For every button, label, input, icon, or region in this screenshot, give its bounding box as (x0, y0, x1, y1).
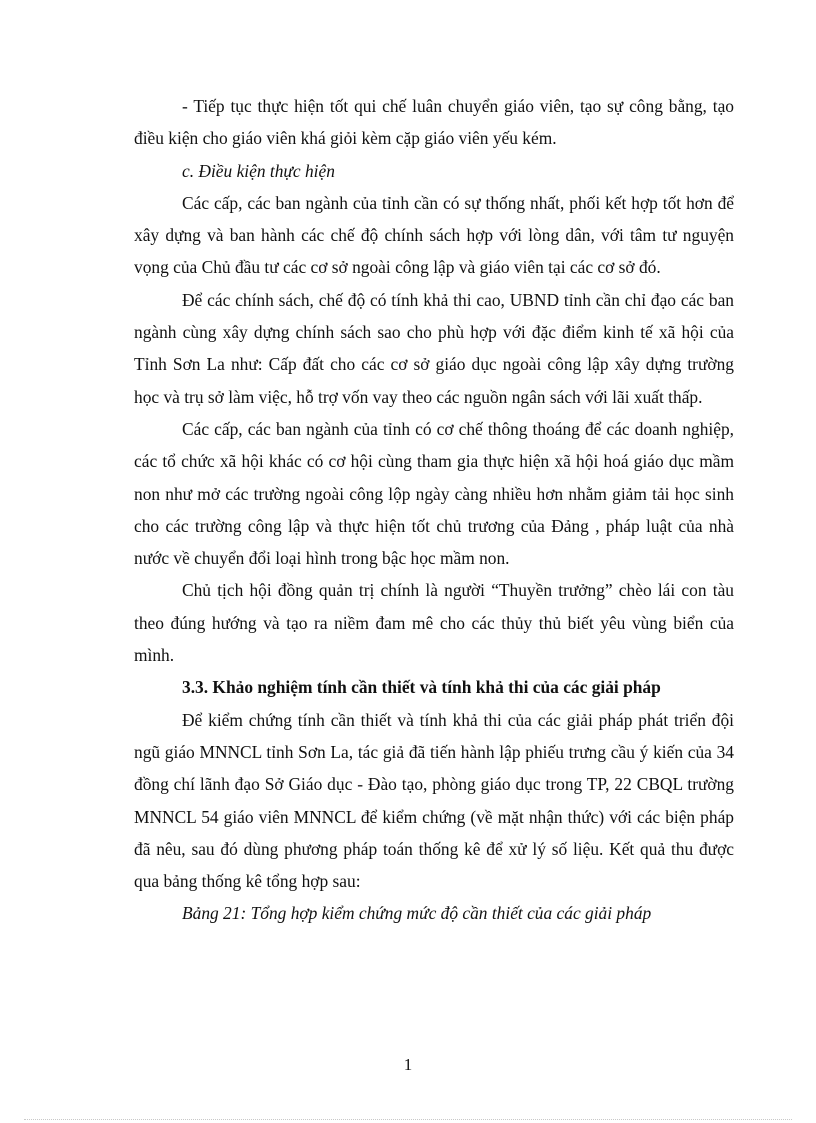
table-caption: Bảng 21: Tổng hợp kiểm chứng mức độ cần thiết của các giải pháp (182, 903, 652, 924)
footer-divider (24, 1119, 792, 1120)
page-number: 1 (403, 1055, 413, 1074)
body-text (134, 90, 734, 930)
paragraph-socialization: Các cấp, các ban ngành của tỉnh có cơ chế thông thoáng để các doanh nghiệp, các tổ chức xã hội khác có cơ hội cùng tham gia thực hiện xã hội hoá giáo dục mầm non như mở các trường ngoài công lộp ngày càng nhiều hơn nhằm giảm tải học sinh cho các trường công lập và thực hiện tốt chủ trương của Đảng , pháp luật của nhà nước về chuyển đổi loại hình trong bậc học mầm non. (134, 418, 734, 569)
section-heading-3-3: 3.3. Khảo nghiệm tính cần thiết và tính khả thi của các giải pháp (182, 677, 661, 698)
subheading-conditions: c. Điều kiện thực hiện (182, 160, 335, 181)
paragraph-chairman: Chủ tịch hội đồng quản trị chính là người “Thuyền trưởng” chèo lái con tàu theo đúng hướng và tạo ra niềm đam mê cho các thủy thủ biết yêu vùng biển của mình. (134, 580, 734, 666)
paragraph-coordination: Các cấp, các ban ngành của tỉnh cần có sự thống nhất, phối kết hợp tốt hơn để xây dựng và ban hành các chế độ chính sách hợp với lòng dân, với tâm tư nguyện vọng của Chủ đầu tư các cơ sở ngoài công lập và giáo viên tại các cơ sở đó. (134, 192, 734, 278)
paragraph-policy-feasibility: Để các chính sách, chế độ có tính khả thi cao, UBND tỉnh cần chỉ đạo các ban ngành cùng xây dựng chính sách sao cho phù hợp với đặc điểm kinh tế xã hội của Tỉnh Sơn La như: Cấp đất cho các cơ sở giáo dục ngoài công lập xây dựng trường học và trụ sở làm việc, hỗ trợ vốn vay theo các nguồn ngân sách với lãi xuất thấp. (134, 289, 734, 407)
paragraph-rotation-policy: - Tiếp tục thực hiện tốt qui chế luân chuyển giáo viên, tạo sự công bằng, tạo điều kiện cho giáo viên khá giỏi kèm cặp giáo viên yếu kém. (134, 96, 734, 149)
paragraph-survey: Để kiểm chứng tính cần thiết và tính khả thi của các giải pháp phát triển đội ngũ giáo MNNCL tỉnh Sơn La, tác giả đã tiến hành lập phiếu trưng cầu ý kiến của 34 đồng chí lãnh đạo Sở Giáo dục - Đào tạo, phòng giáo dục trong TP, 22 CBQL trường MNNCL 54 giáo viên MNNCL để kiểm chứng (về mặt nhận thức) với các biện pháp đã nêu, sau đó dùng phương pháp toán thống kê để xử lý số liệu. Kết quả thu được qua bảng thống kê tổng hợp sau: (134, 709, 734, 892)
